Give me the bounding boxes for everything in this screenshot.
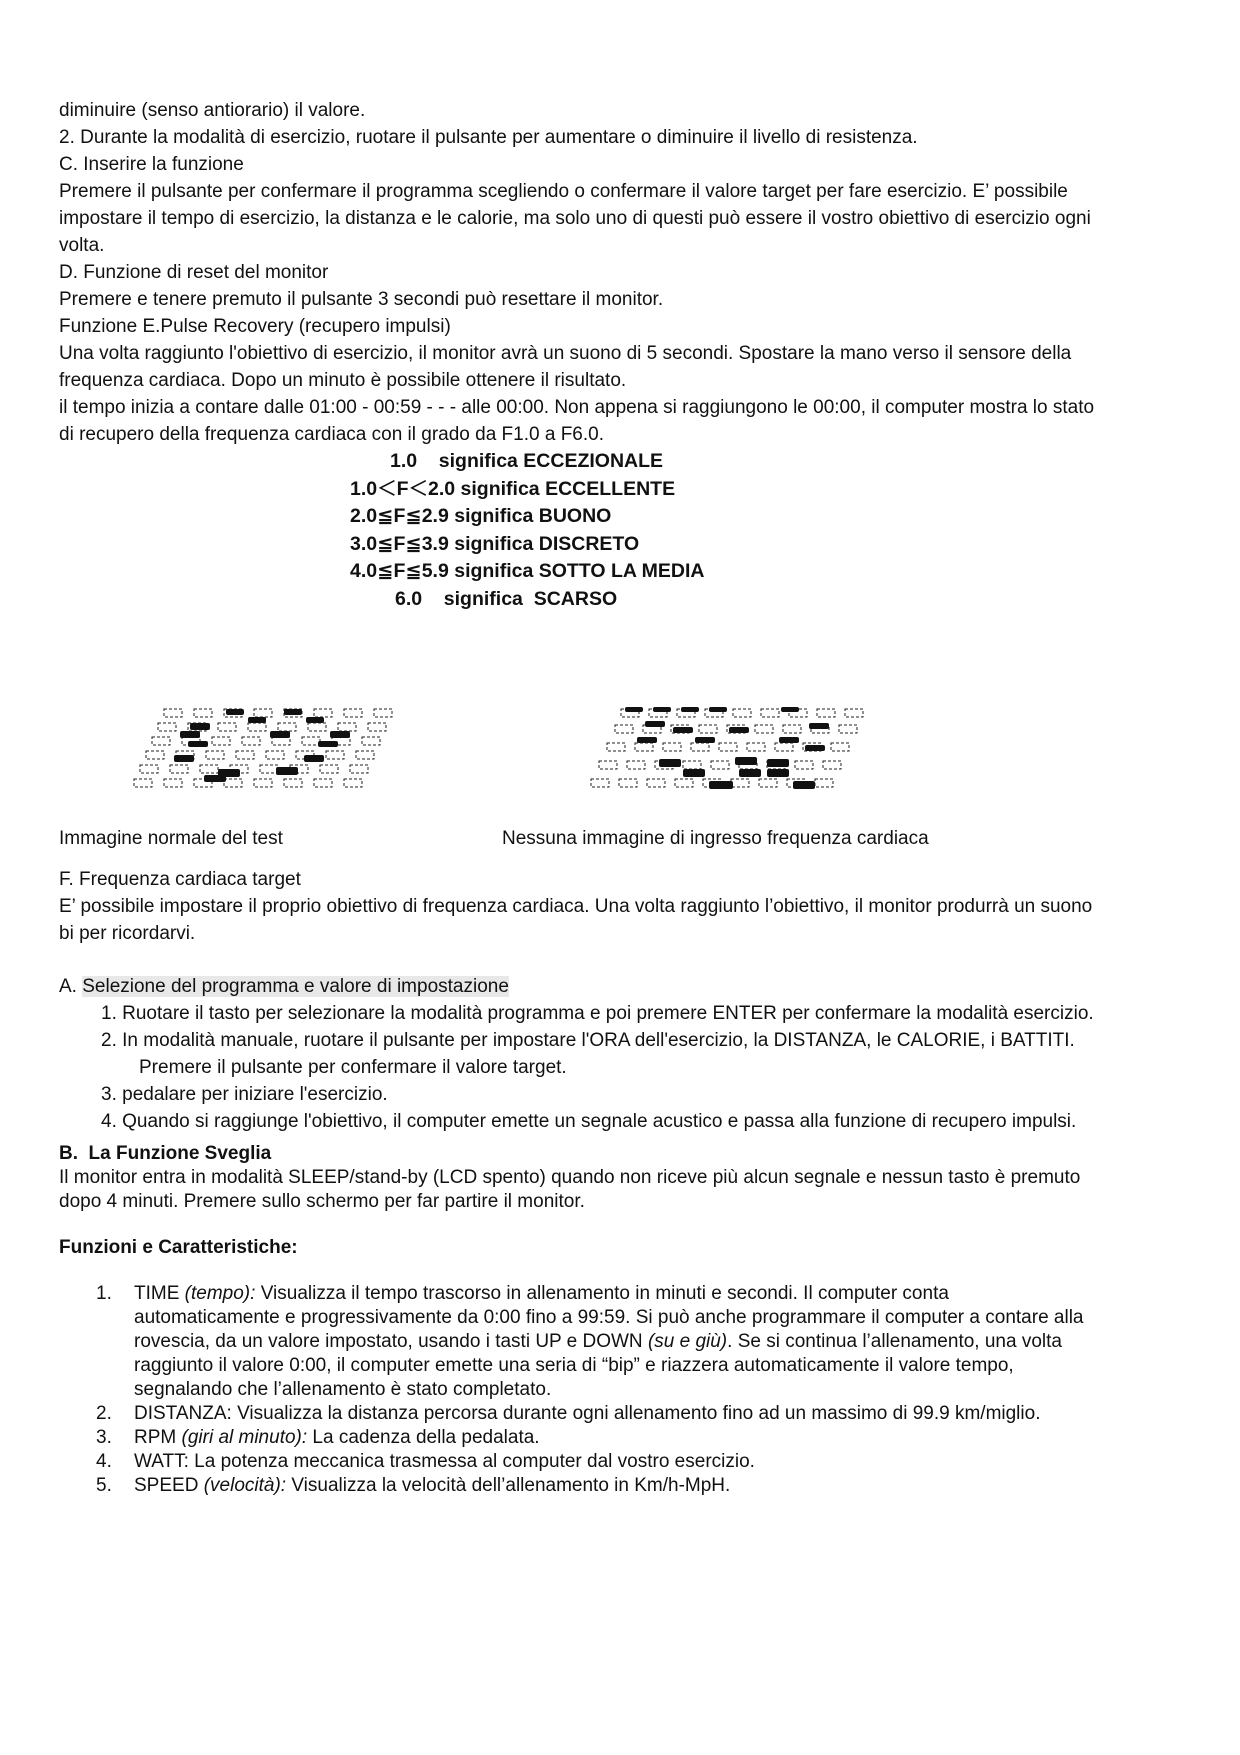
feature-text-2: . Se si continua l’allenamento, una volta raggiunto il valore 0:00, il computer emette una seria di “bip” e riazzera automaticamente il valore tempo, segnalando che l’allenamento è stato completato. (134, 1331, 1062, 1400)
section-a-heading (59, 973, 1099, 1000)
section-c-title: C. Inserire la funzione (59, 154, 244, 175)
feature-item-time (59, 1282, 1099, 1402)
feature-label: SPEED (134, 1475, 204, 1496)
section-b-title: B. La Funzione Sveglia (59, 1143, 272, 1164)
section-e-title: Funzione E.Pulse Recovery (recupero impulsi) (59, 316, 451, 337)
lcd-captions (59, 825, 1099, 853)
feature-text: La potenza meccanica trasmessa al computer dal vostro esercizio. (188, 1451, 755, 1472)
list-item: 3. pedalare per iniziare l'esercizio. (101, 1084, 388, 1105)
feature-label: WATT: (134, 1451, 189, 1472)
recovery-grading-table (59, 448, 1099, 613)
section-b-text: Il monitor entra in modalità SLEEP/stand-by (LCD spento) quando non riceve più alcun segnale e nessun tasto è premuto dopo 4 minuti. Premere sullo schermo per far partire il monitor. (59, 1167, 1081, 1212)
document-page (59, 97, 1099, 1498)
list-item: 1. Ruotare il tasto per selezionare la modalità programma e poi premere ENTER per confermare la modalità esercizio. (101, 1003, 1094, 1024)
section-f-text: E’ possibile impostare il proprio obiettivo di frequenza cardiaca. Una volta raggiunto l’obiettivo, il monitor produrrà un suono bi per ricordarvi. (59, 896, 1093, 944)
features-list (59, 1282, 1099, 1498)
feature-item-speed (59, 1474, 1099, 1498)
feature-italic: (velocità): (203, 1475, 287, 1496)
feature-italic-2: (su e giù) (647, 1331, 728, 1352)
feature-text: Visualizza la distanza percorsa durante ogni allenamento fino ad un massimo di 99.9 km/miglio. (231, 1403, 1041, 1424)
section-a-title: Selezione del programma e valore di impostazione (82, 976, 509, 997)
feature-number: 4. (96, 1451, 112, 1472)
intro-line-1: diminuire (senso antiorario) il valore. (59, 100, 366, 121)
grade-line: 1.0 significa ECCEZIONALE (390, 450, 664, 472)
feature-label: TIME (134, 1283, 185, 1304)
feature-item-watt (59, 1450, 1099, 1474)
list-item: 4. Quando si raggiunge l'obiettivo, il computer emette un segnale acustico e passa alla funzione di recupero impulsi. (101, 1111, 1077, 1132)
features-title: Funzioni e Caratteristiche: (59, 1237, 298, 1258)
section-f-title: F. Frequenza cardiaca target (59, 869, 301, 890)
intro-line-2: 2. Durante la modalità di esercizio, ruotare il pulsante per aumentare o diminuire il livello di resistenza. (59, 127, 918, 148)
feature-italic: (giri al minuto): (181, 1427, 308, 1448)
section-e-text: Una volta raggiunto l'obiettivo di esercizio, il monitor avrà un suono di 5 secondi. Spostare la mano verso il sensore della frequenza cardiaca. Dopo un minuto è possibile ottenere il risultato. (59, 343, 1072, 391)
caption-normal-test: Immagine normale del test (59, 828, 283, 849)
section-e-text-2: il tempo inizia a contare dalle 01:00 - 00:59 - - - alle 00:00. Non appena si raggiungono le 00:00, il computer mostra lo stato di recupero della frequenza cardiaca con il grado da F1.0 a F6.0. (59, 397, 1095, 445)
section-a-list (59, 1000, 1099, 1135)
feature-item-distance (59, 1402, 1099, 1426)
section-d-text: Premere e tenere premuto il pulsante 3 secondi può resettare il monitor. (59, 289, 664, 310)
lcd-figures (59, 707, 1099, 825)
list-item: 2. In modalità manuale, ruotare il pulsante per impostare l'ORA dell'esercizio, la DISTANZA, le CALORIE, i BATTITI. Premere il pulsante per confermare il valore target. (101, 1030, 1075, 1078)
feature-text: La cadenza della pedalata. (307, 1427, 540, 1448)
feature-number: 3. (96, 1427, 112, 1448)
feature-number: 5. (96, 1475, 112, 1496)
feature-label: DISTANZA: (134, 1403, 232, 1424)
lcd-normal-test-image (92, 707, 412, 802)
feature-text: Visualizza il tempo trascorso in allenamento in minuti e secondi. Il computer conta automaticamente e progressivamente da 0:00 fino a 99:59. Si può anche programmare il computer a contare alla rovescia, da un valore impostato, usando i tasti UP e DOWN (134, 1283, 1084, 1352)
feature-italic: (tempo): (184, 1283, 256, 1304)
section-d-title: D. Funzione di reset del monitor (59, 262, 329, 283)
section-c-text: Premere il pulsante per confermare il programma scegliendo o confermare il valore target per fare esercizio. E’ possibile impostare il tempo di esercizio, la distanza e le calorie, ma solo uno di questi può essere il vostro obiettivo di esercizio ogni volta. (59, 181, 1091, 256)
grade-line: 4.0≦F≦5.9 significa SOTTO LA MEDIA (350, 560, 705, 582)
feature-text: Visualizza la velocità dell’allenamento in Km/h-MpH. (286, 1475, 731, 1496)
feature-number: 2. (96, 1403, 112, 1424)
caption-no-heart-rate: Nessuna immagine di ingresso frequenza cardiaca (502, 828, 929, 849)
feature-number: 1. (96, 1283, 112, 1304)
grade-line: 6.0 significa SCARSO (395, 587, 618, 610)
feature-label: RPM (134, 1427, 182, 1448)
grade-line: 2.0≦F≦2.9 significa BUONO (350, 505, 612, 527)
grade-line: 3.0≦F≦3.9 significa DISCRETO (350, 532, 640, 555)
section-a-prefix: A. (59, 976, 83, 997)
feature-item-rpm (59, 1426, 1099, 1450)
lcd-no-heart-rate-image (589, 707, 889, 802)
grade-line: 1.0＜F＜2.0 significa ECCELLENTE (350, 477, 676, 500)
